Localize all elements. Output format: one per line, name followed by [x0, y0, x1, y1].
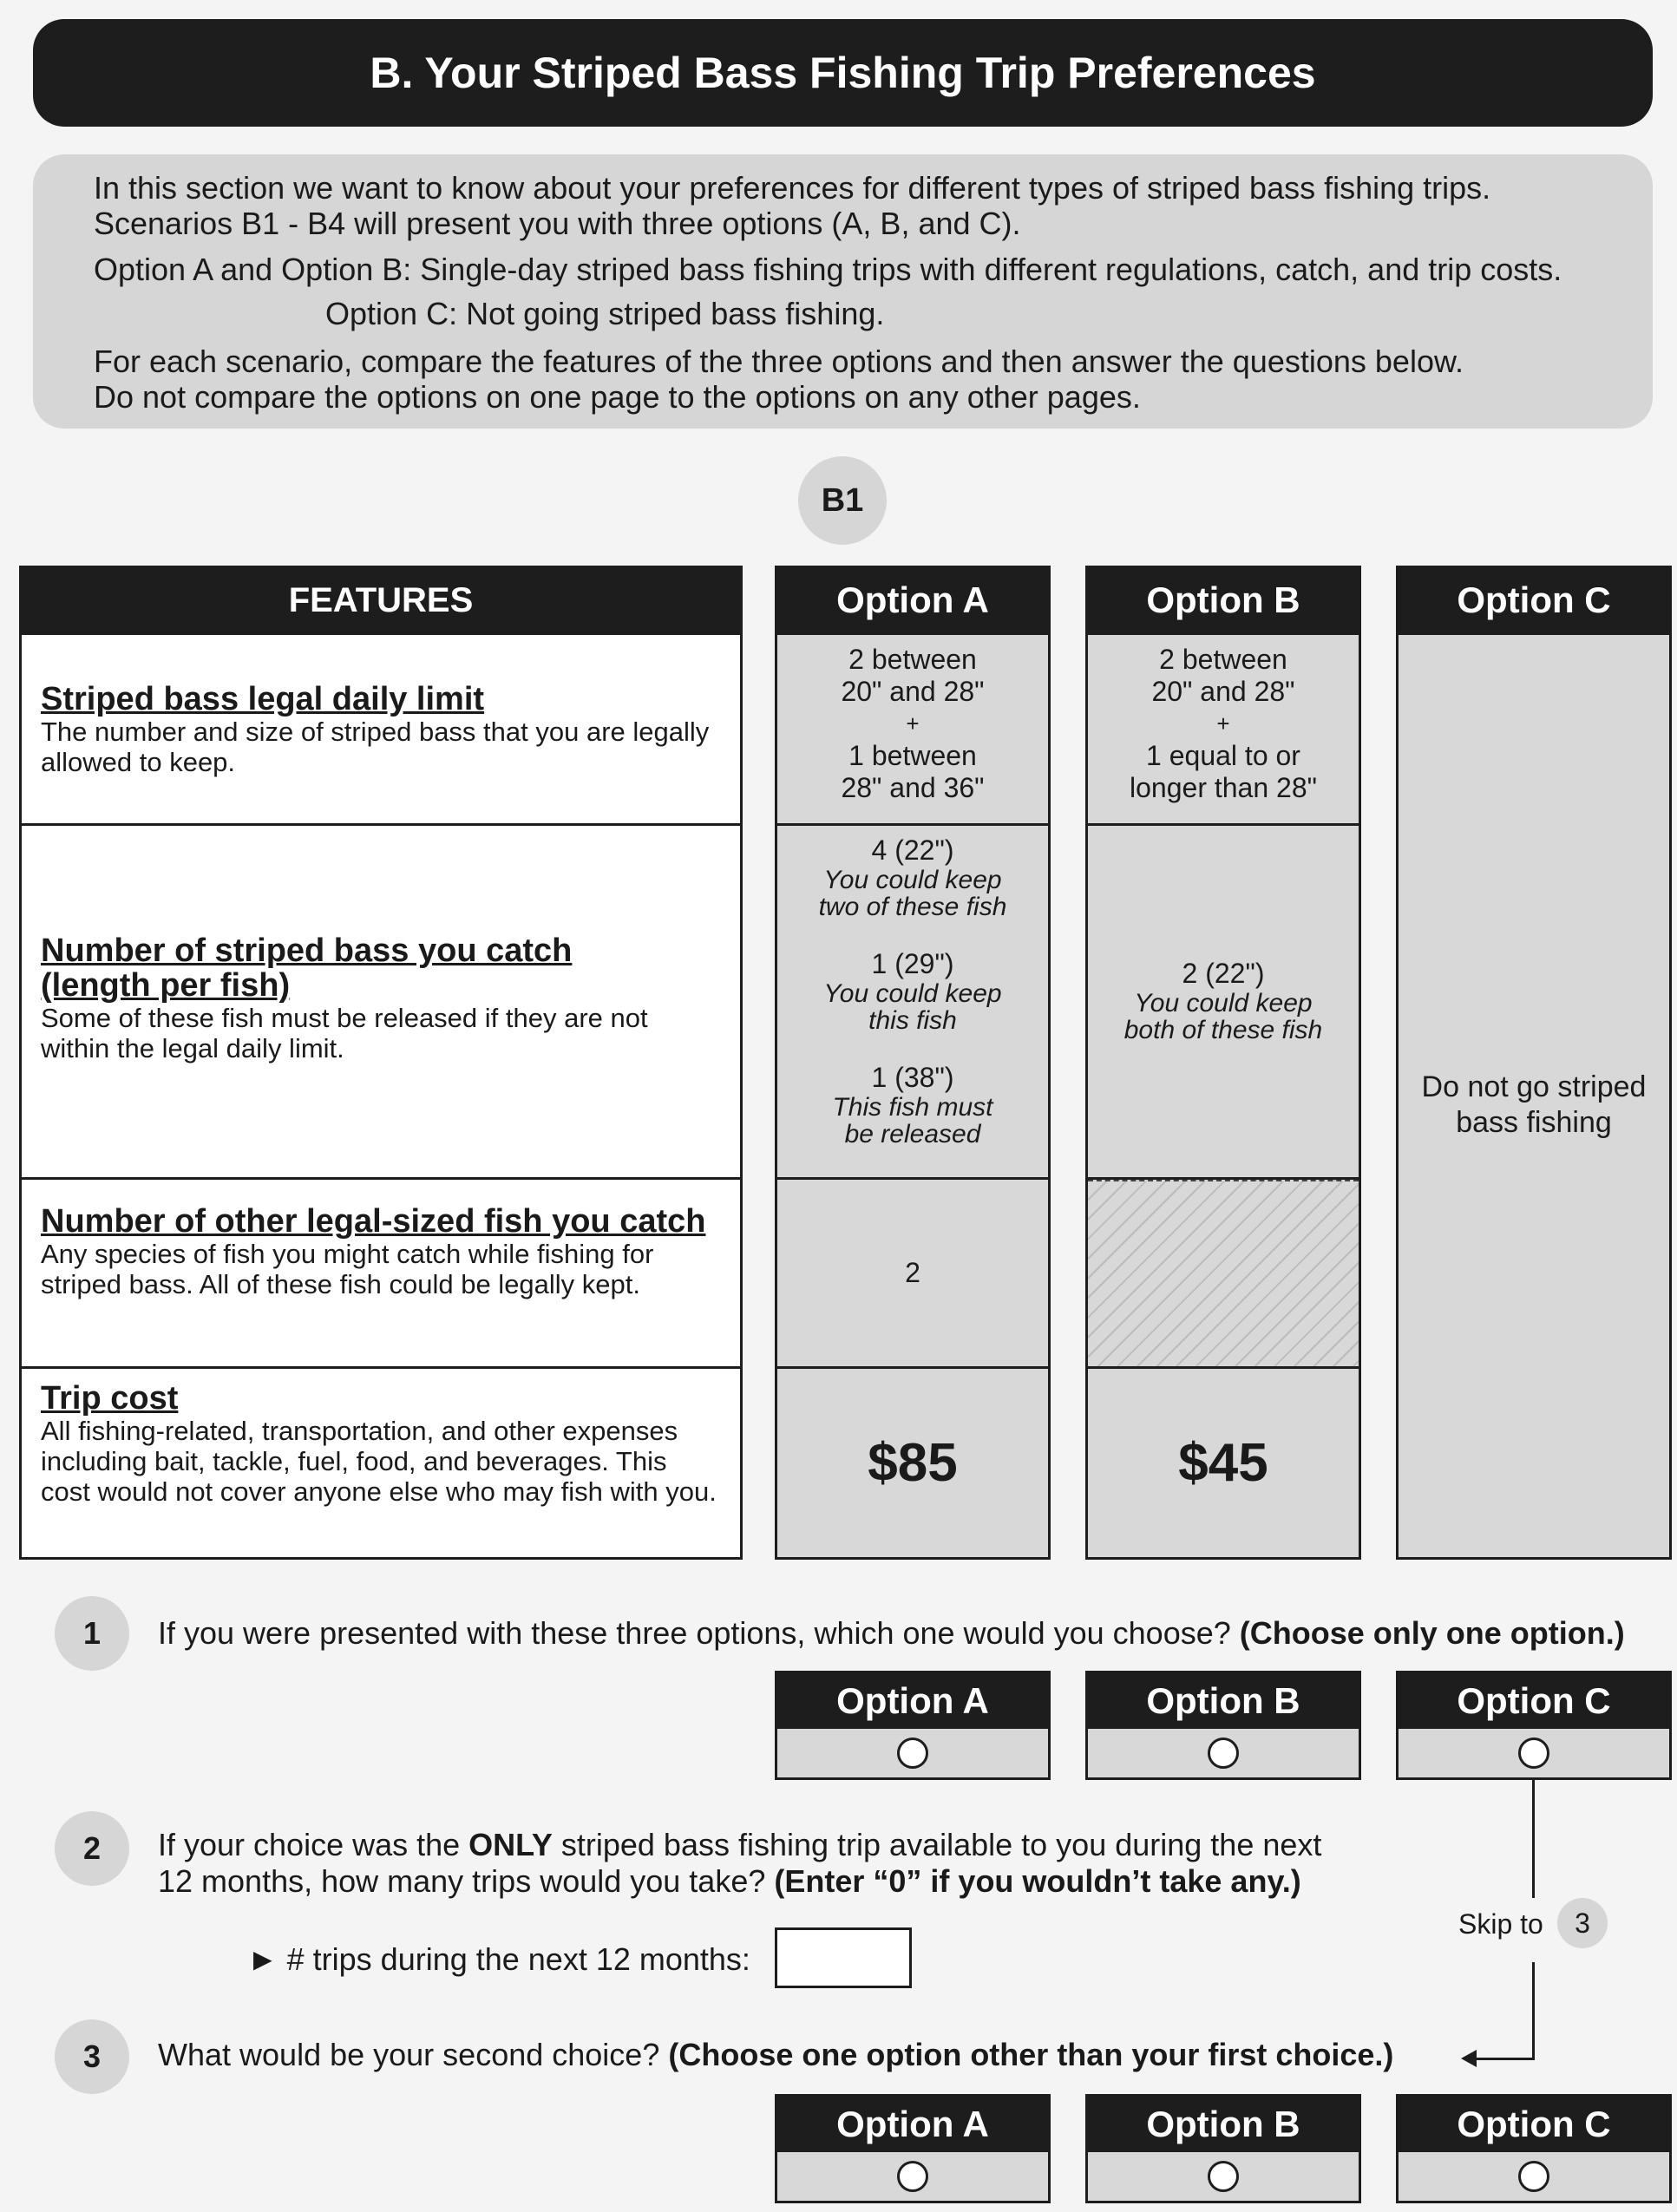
- feature-title: Trip cost: [41, 1380, 179, 1417]
- option-a-catch: [777, 826, 1048, 1180]
- choice-label: Option B: [1088, 1673, 1359, 1729]
- option-b-catch: [1088, 826, 1359, 1180]
- limit-line: longer than 28": [1130, 772, 1317, 803]
- q3-option-b-radio[interactable]: [1208, 2161, 1239, 2192]
- trips-label: ► # trips during the next 12 months:: [247, 1941, 750, 1977]
- skip-label: Skip to: [1458, 1908, 1543, 1940]
- limit-line: 20" and 28": [841, 676, 985, 707]
- feature-other-fish: [19, 1180, 743, 1369]
- limit-line: 2 between: [1159, 644, 1287, 675]
- intro-option-ab-label: Option A and Option B:: [94, 252, 412, 287]
- skip-line-bottom: [1532, 1962, 1535, 2059]
- feature-desc: Some of these fish must be released if they are not within the legal daily limit.: [41, 1003, 648, 1063]
- cost-value: $45: [1178, 1433, 1268, 1493]
- skip-target: 3: [1557, 1898, 1608, 1948]
- option-c-text: Do not go striped: [1421, 1070, 1647, 1103]
- question-2-text-b: striped bass fishing trip available to you during the next: [552, 1827, 1322, 1862]
- choice-label: Option B: [1088, 2097, 1359, 2152]
- intro-line6: Do not compare the options on one page to the options on any other pages.: [94, 379, 1141, 415]
- question-3-text-main: What would be your second choice?: [158, 2037, 660, 2072]
- question-3-text-bold: (Choose one option other than your first choice.): [668, 2037, 1394, 2072]
- limit-line: 1 equal to or: [1146, 740, 1300, 771]
- catch-note: this fish: [868, 1006, 957, 1035]
- q1-option-b-radio[interactable]: [1208, 1738, 1239, 1769]
- intro-option-c-text: Not going striped bass fishing.: [466, 296, 885, 331]
- catch-note: both of these fish: [1123, 1016, 1323, 1044]
- limit-line: +: [906, 710, 920, 736]
- question-2-text-a: If your choice was the: [158, 1827, 469, 1862]
- question-3-text: [158, 2037, 1459, 2073]
- q3-option-b[interactable]: [1085, 2094, 1361, 2203]
- q1-option-b[interactable]: [1085, 1671, 1361, 1780]
- q1-option-c-radio[interactable]: [1518, 1738, 1549, 1769]
- question-3-number: 3: [55, 2019, 129, 2094]
- catch-note: You could keep: [1134, 989, 1313, 1018]
- feature-legal-limit: [19, 635, 743, 826]
- catch-note: You could keep: [823, 866, 1002, 894]
- section-title: B. Your Striped Bass Fishing Trip Preferences: [33, 19, 1653, 127]
- question-1-text-bold: (Choose only one option.): [1239, 1615, 1625, 1651]
- limit-line: 1 between: [848, 740, 977, 771]
- feature-title: Number of striped bass you catch (length per fish): [41, 933, 573, 1004]
- q3-option-c[interactable]: [1396, 2094, 1672, 2203]
- option-a-cost: [777, 1369, 1048, 1557]
- q1-option-a[interactable]: [775, 1671, 1051, 1780]
- intro-box: [33, 154, 1653, 429]
- question-2-text-bold: (Enter “0” if you wouldn’t take any.): [774, 1863, 1301, 1899]
- intro-line5: For each scenario, compare the features of the three options and then answer the questions below.: [94, 344, 1464, 379]
- catch-count: 1 (38"): [871, 1062, 954, 1093]
- q3-option-a-radio[interactable]: [897, 2161, 928, 2192]
- other-fish-value: 2: [905, 1257, 920, 1288]
- option-c-header: Option C: [1396, 566, 1672, 635]
- q1-option-c[interactable]: [1396, 1671, 1672, 1780]
- feature-title: Number of other legal-sized fish you catch: [41, 1203, 706, 1240]
- catch-count: 4 (22"): [871, 834, 954, 866]
- q3-option-a[interactable]: [775, 2094, 1051, 2203]
- feature-desc: All fishing-related, transportation, and other expenses including bait, tackle, fuel, food, and beverages. This cost would not cover anyone else who may fish with you.: [41, 1416, 717, 1507]
- option-b-column: [1085, 635, 1361, 1560]
- question-1-text-main: If you were presented with these three options, which one would you choose?: [158, 1615, 1231, 1651]
- catch-note: be released: [844, 1120, 981, 1149]
- limit-line: +: [1216, 710, 1230, 736]
- question-1-number: 1: [55, 1596, 129, 1671]
- limit-line: 2 between: [848, 644, 977, 675]
- skip-arrow-icon: [1461, 2050, 1477, 2067]
- option-a-other-fish: [777, 1180, 1048, 1369]
- question-2-only: ONLY: [468, 1827, 553, 1862]
- limit-line: 28" and 36": [841, 772, 985, 803]
- question-2-text-c: 12 months, how many trips would you take?: [158, 1863, 766, 1899]
- feature-desc: The number and size of striped bass that you are legally allowed to keep.: [41, 717, 710, 777]
- choice-label: Option A: [777, 1673, 1048, 1729]
- scenario-badge: B1: [798, 456, 887, 545]
- option-c-text: bass fishing: [1456, 1105, 1612, 1139]
- intro-option-ab: [94, 252, 1592, 287]
- intro-option-c: [325, 296, 1592, 331]
- intro-option-c-label: Option C:: [325, 296, 458, 331]
- feature-title: Striped bass legal daily limit: [41, 681, 485, 717]
- feature-trip-cost: [19, 1369, 743, 1560]
- intro-option-ab-text: Single-day striped bass fishing trips with different regulations, catch, and trip costs.: [420, 252, 1562, 287]
- catch-count: 2 (22"): [1182, 958, 1265, 989]
- trips-input[interactable]: [775, 1927, 912, 1988]
- choice-label: Option C: [1399, 2097, 1669, 2152]
- features-header: FEATURES: [19, 566, 743, 635]
- option-a-limit: [777, 635, 1048, 826]
- option-c-column: [1396, 635, 1672, 1560]
- choice-label: Option C: [1399, 1673, 1669, 1729]
- catch-count: 1 (29"): [871, 948, 954, 979]
- question-1-text: [158, 1615, 1667, 1652]
- option-a-column: [775, 635, 1051, 1560]
- catch-note: two of these fish: [818, 893, 1007, 921]
- option-b-other-fish-hatched: [1088, 1180, 1359, 1369]
- option-b-limit: [1088, 635, 1359, 826]
- cost-value: $85: [868, 1433, 958, 1493]
- intro-line2: Scenarios B1 - B4 will present you with three options (A, B, and C).: [94, 206, 1021, 241]
- feature-striped-catch: [19, 826, 743, 1180]
- catch-note: You could keep: [823, 979, 1002, 1008]
- feature-desc: Any species of fish you might catch while fishing for striped bass. All of these fish could be legally kept.: [41, 1239, 654, 1299]
- catch-note: This fish must: [832, 1093, 993, 1122]
- skip-line-horizontal: [1475, 2058, 1535, 2060]
- q3-option-c-radio[interactable]: [1518, 2161, 1549, 2192]
- option-a-header: Option A: [775, 566, 1051, 635]
- question-2-number: 2: [55, 1811, 129, 1886]
- skip-line-top: [1532, 1780, 1535, 1898]
- option-b-cost: [1088, 1369, 1359, 1557]
- question-2-text: [158, 1827, 1442, 1900]
- q1-option-a-radio[interactable]: [897, 1738, 928, 1769]
- intro-line1: In this section we want to know about your preferences for different types of striped bass fishing trips.: [94, 170, 1491, 206]
- choice-label: Option A: [777, 2097, 1048, 2152]
- limit-line: 20" and 28": [1151, 676, 1295, 707]
- option-b-header: Option B: [1085, 566, 1361, 635]
